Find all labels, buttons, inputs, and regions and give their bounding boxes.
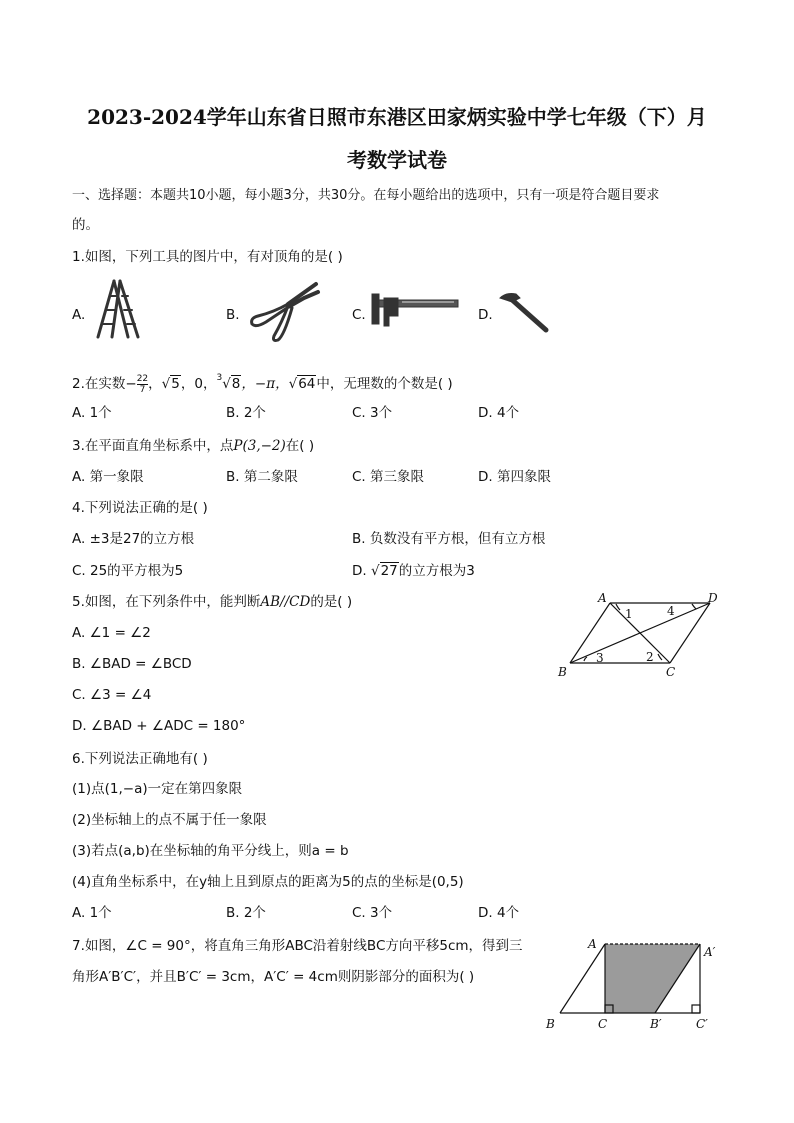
q5-label-b: B bbox=[558, 665, 567, 679]
caliper-icon bbox=[368, 290, 460, 330]
q2-sqrt64: 64 bbox=[298, 376, 316, 392]
q5-option-b: B. ∠BAD = ∠BCD bbox=[72, 656, 192, 672]
q2-option-b: B. 2个 bbox=[226, 405, 266, 421]
q2-sep3: ，−π， bbox=[241, 376, 289, 392]
q2-stem: 2.在实数− $\frac{22}{7}$ ，√5，0，$^3$√8，−π，√64中，无理数的个数是( ) bbox=[72, 373, 453, 395]
q5-angle-2: 2 bbox=[646, 650, 654, 664]
q5-angle-4: 4 bbox=[667, 604, 675, 618]
exam-title-line2: 考数学试卷 bbox=[347, 148, 447, 172]
q7-label-a-prime: A′ bbox=[704, 945, 716, 959]
q2-option-a: A. 1个 bbox=[72, 405, 112, 421]
q3-option-b: B. 第二象限 bbox=[226, 469, 298, 485]
q4-stem: 4.下列说法正确的是( ) bbox=[72, 500, 208, 516]
q5-stem bbox=[72, 592, 352, 612]
q4-optd-suffix: 的立方根为3 bbox=[398, 563, 475, 579]
pliers-icon bbox=[244, 278, 322, 344]
q3-point: P(3,−2) bbox=[233, 438, 286, 454]
q6-option-b: B. 2个 bbox=[226, 905, 266, 921]
q2-fraction bbox=[137, 374, 148, 395]
q3-option-a: A. 第一象限 bbox=[72, 469, 144, 485]
q6-item-3: (3)若点(a,b)在坐标轴的角平分线上，则a = b bbox=[72, 843, 349, 859]
q1-option-d: D. bbox=[478, 307, 493, 323]
q1-option-a: A. bbox=[72, 307, 86, 323]
q5-parallelogram-figure bbox=[552, 588, 732, 682]
q3-stem bbox=[72, 436, 314, 456]
q2-sep1: ， bbox=[148, 376, 162, 392]
q7-label-b: B bbox=[546, 1017, 555, 1031]
q2-frac-den: 7 bbox=[139, 384, 146, 395]
q7-label-b-prime: B′ bbox=[650, 1017, 662, 1031]
q5-stem-b: 的是( ) bbox=[310, 594, 353, 610]
q6-item-1: (1)点(1,−a)一定在第四象限 bbox=[72, 781, 243, 797]
q4-option-c: C. 25的平方根为5 bbox=[72, 563, 184, 579]
q4-option-b: B. 负数没有平方根，但有立方根 bbox=[352, 531, 546, 547]
q2-option-d: D. 4个 bbox=[478, 405, 520, 421]
exam-title-line1: 2023-2024学年山东省日照市东港区田家炳实验中学七年级（下）月 bbox=[87, 105, 707, 129]
q7-label-a: A bbox=[588, 937, 597, 951]
q1-stem: 1.如图，下列工具的图片中，有对顶角的是( ) bbox=[72, 249, 343, 265]
q6-stem: 6.下列说法正确地有( ) bbox=[72, 751, 208, 767]
q2-sqrt5: 5 bbox=[171, 376, 180, 392]
q5-label-a: A bbox=[598, 591, 607, 605]
q6-item-2: (2)坐标轴上的点不属于任一象限 bbox=[72, 812, 267, 828]
q5-option-c: C. ∠3 = ∠4 bbox=[72, 687, 152, 703]
q2-cbrt8: 8 bbox=[231, 376, 241, 392]
q6-item-4: (4)直角坐标系中，在y轴上且到原点的距离为5的点的坐标是(0,5) bbox=[72, 874, 464, 890]
q3-stem-b: 在( ) bbox=[285, 438, 315, 454]
q3-option-c: C. 第三象限 bbox=[352, 469, 425, 485]
q5-option-d: D. ∠BAD + ∠ADC = 180° bbox=[72, 718, 246, 734]
q3-option-d: D. 第四象限 bbox=[478, 469, 551, 485]
q4-optd-prefix: D. bbox=[352, 563, 371, 579]
q5-stem-math: AB//CD bbox=[260, 594, 311, 610]
q2-stem-prefix: 2.在实数 bbox=[72, 376, 126, 392]
q2-cbrt-index: 3 bbox=[216, 373, 223, 383]
q1-option-b: B. bbox=[226, 307, 240, 323]
q7-label-c-prime: C′ bbox=[696, 1017, 708, 1031]
q5-angle-1: 1 bbox=[625, 607, 633, 621]
q5-label-d: D bbox=[708, 591, 718, 605]
q7-label-c: C bbox=[598, 1017, 608, 1031]
q5-label-c: C bbox=[666, 665, 676, 679]
ladder-icon bbox=[92, 278, 144, 340]
q7-shaded-region bbox=[605, 944, 700, 1013]
q6-option-c: C. 3个 bbox=[352, 905, 393, 921]
q2-stem-suffix: 中，无理数的个数是( ) bbox=[316, 376, 453, 392]
q1-option-c: C. bbox=[352, 307, 366, 323]
q2-option-c: C. 3个 bbox=[352, 405, 393, 421]
q4-optd-sqrt: 27 bbox=[380, 563, 398, 579]
q5-angle-3: 3 bbox=[596, 651, 604, 665]
q2-frac-num: 22 bbox=[136, 373, 149, 384]
q5-option-a: A. ∠1 = ∠2 bbox=[72, 625, 151, 641]
section-heading-cont: 的。 bbox=[72, 217, 99, 233]
q4-option-a: A. ±3是27的立方根 bbox=[72, 531, 195, 547]
section-heading: 一、选择题：本题共10小题，每小题3分，共30分。在每小题给出的选项中，只有一项是符合题目要求 bbox=[72, 188, 660, 203]
q6-option-a: A. 1个 bbox=[72, 905, 112, 921]
q3-stem-a: 3.在平面直角坐标系中，点 bbox=[72, 438, 234, 454]
q6-option-d: D. 4个 bbox=[478, 905, 520, 921]
q7-stem-line2: 角形A′B′C′，并且B′C′ = 3cm，A′C′ = 4cm则阴影部分的面积为( ) bbox=[72, 969, 475, 985]
q4-option-d: D. √27的立方根为3 bbox=[352, 563, 475, 579]
q7-triangle-translation-figure bbox=[540, 934, 740, 1034]
hammer-icon bbox=[496, 288, 552, 334]
q2-sep2: ，0， bbox=[180, 376, 217, 392]
q5-stem-a: 5.如图，在下列条件中，能判断 bbox=[72, 594, 261, 610]
q7-stem-line1: 7.如图，∠C = 90°，将直角三角形ABC沿着射线BC方向平移5cm，得到三 bbox=[72, 938, 523, 954]
